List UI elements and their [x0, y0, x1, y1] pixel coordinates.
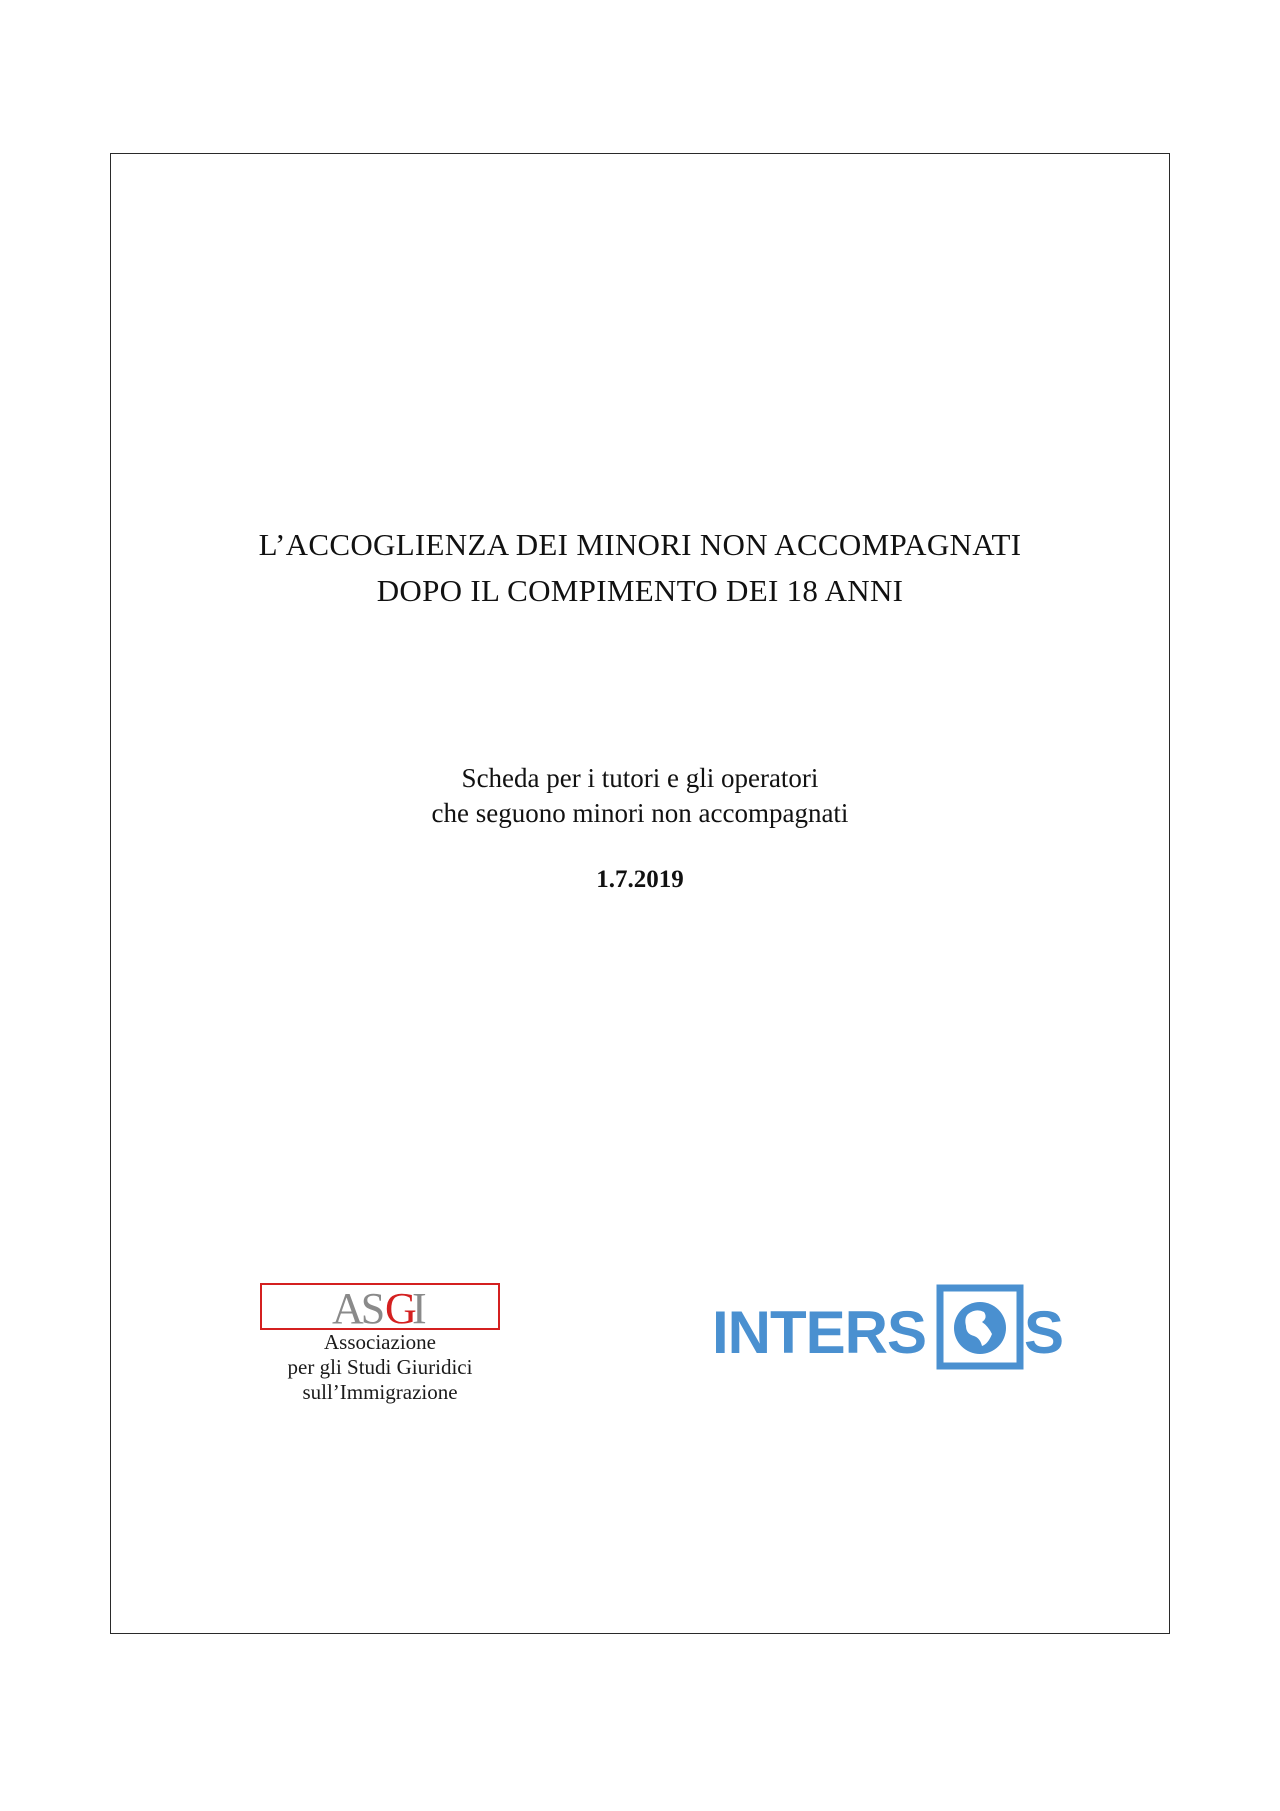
intersos-text-inters: INTERS — [712, 1299, 927, 1366]
asgi-wordmark-as: AS — [332, 1285, 383, 1327]
document-title — [110, 522, 1170, 614]
asgi-wordmark — [262, 1285, 497, 1327]
title-line-2: DOPO IL COMPIMENTO DEI 18 ANNI — [376, 573, 904, 608]
asgi-logo — [255, 1283, 505, 1405]
intersos-wordmark — [712, 1284, 1072, 1374]
asgi-wordmark-i: I — [412, 1285, 427, 1327]
document-date: 1.7.2019 — [596, 866, 684, 893]
document-subtitle — [110, 761, 1170, 831]
asgi-line-2: per gli Studi Giuridici — [287, 1355, 473, 1379]
asgi-wordmark-g: G — [385, 1285, 414, 1327]
asgi-line-3: sull’Immigrazione — [302, 1380, 458, 1404]
intersos-text-s: S — [1024, 1299, 1065, 1366]
asgi-line-1: Associazione — [324, 1330, 436, 1354]
subtitle-line-1: Scheda per i tutori e gli operatori — [461, 763, 819, 793]
asgi-wordmark-box — [260, 1283, 500, 1330]
subtitle-line-2: che seguono minori non accompagnati — [431, 798, 849, 828]
intersos-logo — [712, 1284, 1072, 1379]
title-line-1: L’ACCOGLIENZA DEI MINORI NON ACCOMPAGNATI — [258, 527, 1022, 562]
